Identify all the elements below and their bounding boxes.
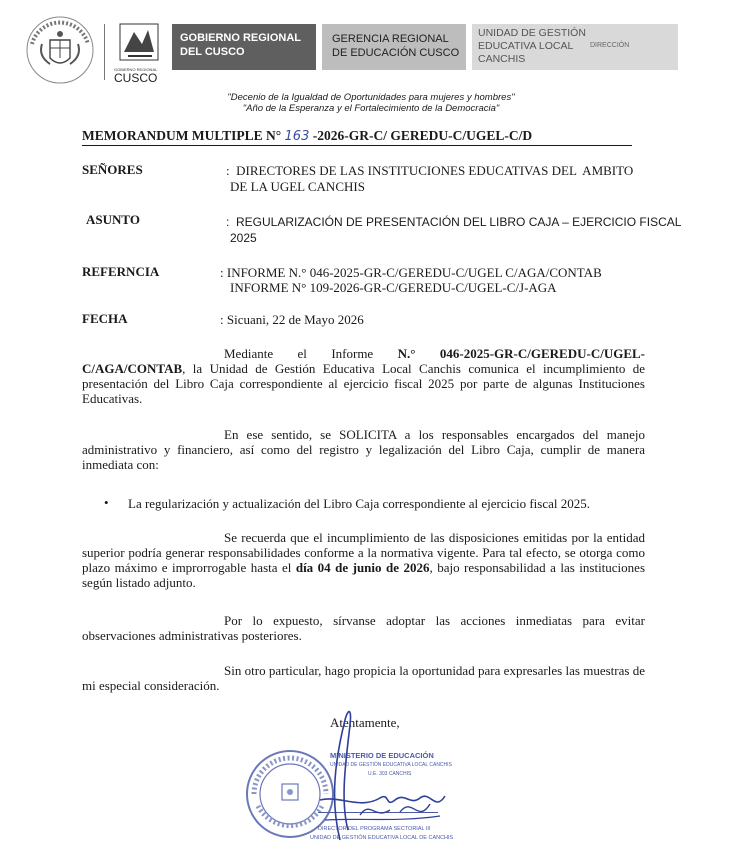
paragraph-5-text: Sin otro particular, hago propicia la oportunidad para expresarles las muestras de mi especial consideración. bbox=[82, 663, 645, 693]
paragraph-1-rest: , la Unidad de Gestión Educativa Local Canchis comunica el incumplimiento de presentación del Libro Caja correspondiente al ejercicio fiscal 2025 por parte de algunas Instituciones Educativas. bbox=[82, 361, 645, 406]
memo-title-prefix: MEMORANDUM MULTIPLE N° bbox=[82, 128, 282, 143]
logo-text: CUSCO bbox=[114, 71, 158, 85]
header-band-gerencia bbox=[322, 24, 466, 70]
bullet-mark: • bbox=[104, 495, 109, 510]
logo-subtext: GOBIERNO REGIONAL bbox=[114, 67, 158, 72]
header-divider bbox=[104, 24, 105, 80]
referencia-line-2: INFORME N° 109-2026-GR-C/GEREDU-C/UGEL-C/J-AGA bbox=[230, 280, 557, 295]
fecha-label: FECHA bbox=[82, 311, 128, 326]
handwritten-signature bbox=[300, 700, 460, 850]
paragraph-1 bbox=[82, 346, 645, 406]
senores-label: SEÑORES bbox=[82, 162, 143, 177]
stamp-line-1: MINISTERIO DE EDUCACIÓN bbox=[330, 751, 434, 760]
memo-title-underline bbox=[82, 145, 632, 146]
paragraph-5 bbox=[82, 663, 645, 693]
stamp-line-4: DIRECTOR DEL PROGRAMA SECTORIAL III bbox=[318, 826, 431, 832]
paragraph-2-text: En ese sentido, se SOLICITA a los responsables encargados del manejo administrativo y financiero, así como del registro y legalización del Libro Caja, cumplir de manera inmediata con: bbox=[82, 427, 645, 472]
fecha-value: : Sicuani, 22 de Mayo 2026 bbox=[220, 312, 364, 327]
header-band-ugel bbox=[472, 24, 678, 70]
referencia-label: REFERNCIA bbox=[82, 264, 160, 279]
peru-coat-of-arms-seal bbox=[24, 14, 96, 86]
asunto-label: ASUNTO bbox=[86, 212, 140, 227]
slogan-line-2: "Año de la Esperanza y el Fortalecimiento de la Democracia" bbox=[242, 103, 500, 114]
memo-title-suffix: -2026-GR-C/ GEREDU-C/UGEL-C/D bbox=[312, 128, 533, 143]
memo-title bbox=[82, 128, 682, 144]
band-direccion-text: DIRECCIÓN bbox=[590, 42, 630, 49]
cusco-logo-icon bbox=[114, 22, 164, 62]
slogan-line-1: "Decenio de la Igualdad de Oportunidades para mujeres y hombres" bbox=[227, 92, 515, 103]
header-band-gobierno bbox=[172, 24, 316, 70]
stamp-line-2: UNIDAD DE GESTIÓN EDUCATIVA LOCAL CANCHIS bbox=[330, 762, 452, 768]
paragraph-1-reference: N.° 046-2025-GR-C/GEREDU-C/UGEL-C/AGA/CONTAB bbox=[82, 346, 645, 376]
paragraph-4-text: Por lo expuesto, sírvanse adoptar las acciones inmediatas para evitar observaciones administrativas posteriores. bbox=[82, 613, 645, 643]
asunto-line-1: : REGULARIZACIÓN DE PRESENTACIÓN DEL LIBRO CAJA – EJERCICIO FISCAL bbox=[226, 215, 682, 229]
referencia-line-1: : INFORME N.° 046-2025-GR-C/GEREDU-C/UGEL C/AGA/CONTAB bbox=[220, 265, 602, 280]
bullet-text: La regularización y actualización del Libro Caja correspondiente al ejercicio fiscal 2025. bbox=[128, 496, 591, 511]
asunto-line-2: 2025 bbox=[230, 231, 257, 245]
closing: Atentamente, bbox=[330, 715, 400, 730]
stamp-line-3: U.E. 303 CANCHIS bbox=[368, 771, 412, 777]
paragraph-3-intro: Se recuerda que el incumplimiento de las disposiciones emitidas por la entidad superior podría generar responsabilidades conforme a la normativa vigente. Para tal efecto, se otorga como plazo máximo e improrrogable hasta el bbox=[82, 530, 645, 575]
memo-number: 163 bbox=[284, 129, 310, 144]
paragraph-2 bbox=[82, 427, 645, 472]
cusco-logo bbox=[114, 22, 164, 85]
paragraph-4 bbox=[82, 613, 645, 643]
stamp-line-5: UNIDAD DE GESTIÓN EDUCATIVA LOCAL DE CANCHIS bbox=[310, 835, 454, 841]
paragraph-3-deadline: día 04 de junio de 2026 bbox=[295, 560, 430, 575]
paragraph-3-rest: , bajo responsabilidad a las instituciones según listado adjunto. bbox=[82, 560, 645, 590]
paragraph-3 bbox=[82, 530, 645, 590]
band-gobierno-text: GOBIERNO REGIONAL DEL CUSCO bbox=[180, 32, 302, 58]
senores-line-2: DE LA UGEL CANCHIS bbox=[230, 179, 365, 194]
band-ugel-text: UNIDAD DE GESTIÓN EDUCATIVA LOCAL CANCHIS bbox=[478, 27, 586, 65]
band-gerencia-text: GERENCIA REGIONAL DE EDUCACIÓN CUSCO bbox=[332, 33, 460, 59]
senores-line-1: : DIRECTORES DE LAS INSTITUCIONES EDUCATIVAS DEL AMBITO bbox=[226, 163, 634, 178]
paragraph-1-intro: Mediante el Informe bbox=[224, 346, 398, 361]
